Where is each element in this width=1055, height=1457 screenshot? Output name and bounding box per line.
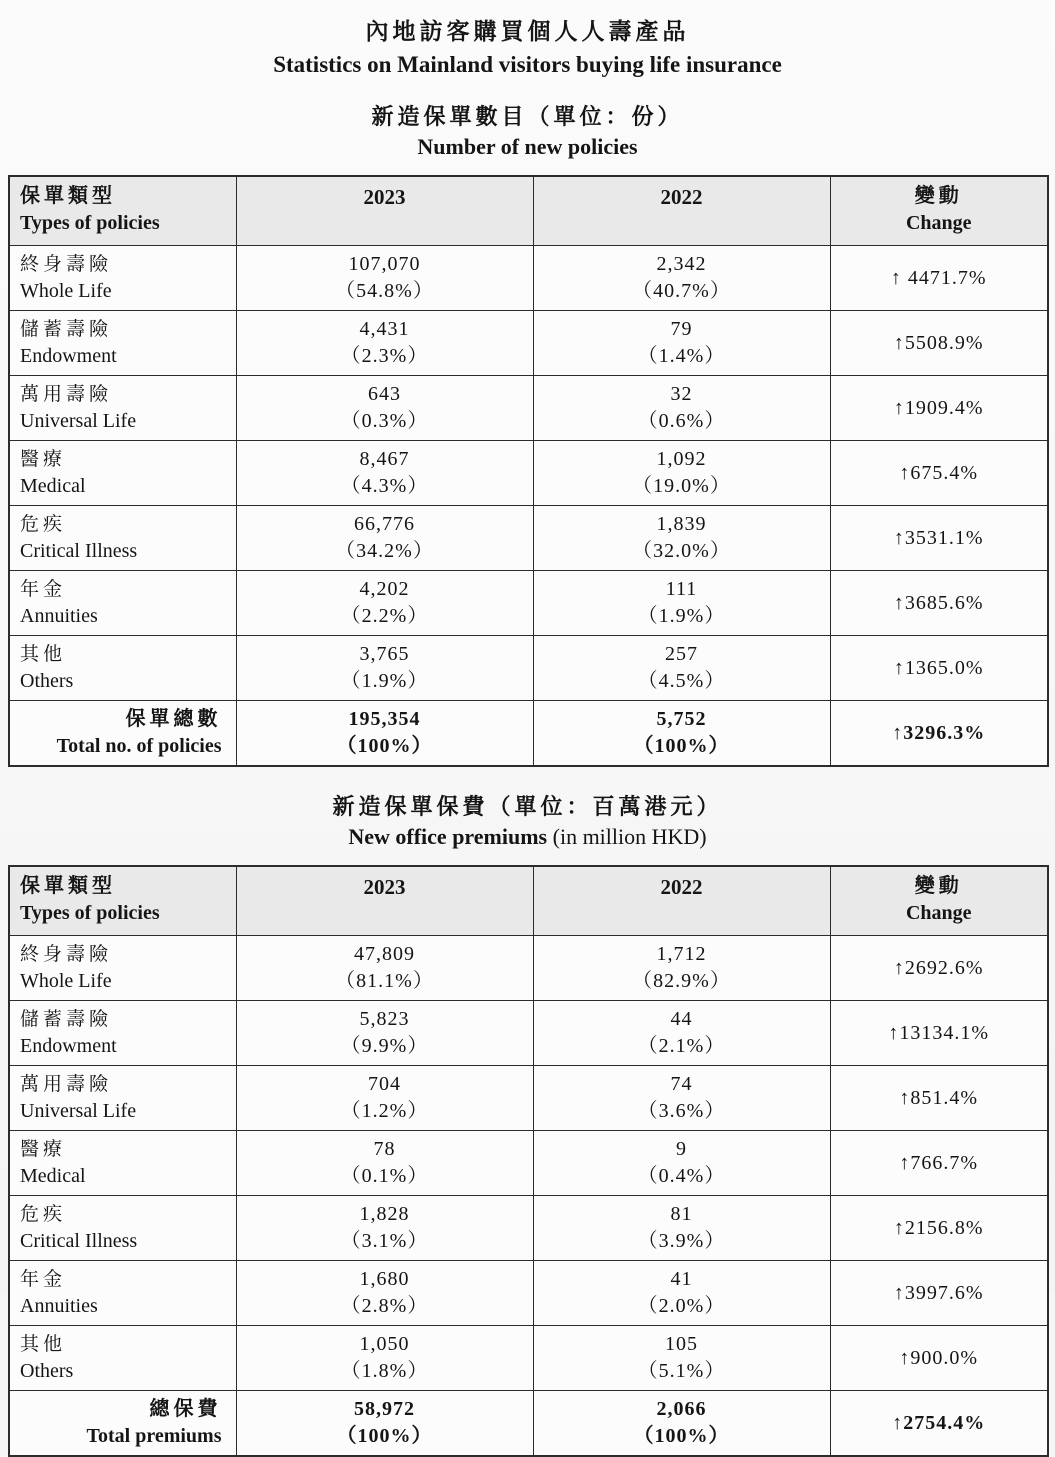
share-2022: （4.5%） [637, 670, 726, 692]
share-2023: （34.2%） [335, 540, 434, 562]
value-2022: 257 [665, 643, 698, 665]
policy-type-en: Others [20, 670, 74, 692]
change-cell: ↑5508.9% [830, 311, 1048, 376]
total-2023-cell [236, 701, 533, 767]
new-premiums-table-body [9, 936, 1048, 1391]
table-row [9, 1326, 1048, 1391]
value-2022-cell [533, 376, 830, 441]
change-cell: ↑1365.0% [830, 636, 1048, 701]
value-2023: 66,776 [354, 513, 415, 535]
value-2023-cell [236, 1001, 533, 1066]
total-2022-share: （100%） [633, 735, 730, 757]
table-row [9, 1261, 1048, 1326]
header-year-2022: 2022 [533, 866, 830, 936]
policy-type-zh: 其他 [20, 1334, 67, 1355]
change-cell: ↑3531.1% [830, 506, 1048, 571]
value-2023: 78 [373, 1138, 396, 1160]
change-cell: ↑13134.1% [830, 1001, 1048, 1066]
section1-subtitle-en-bold: Number of new policies [417, 134, 638, 159]
value-2023: 1,680 [359, 1268, 410, 1290]
value-2023: 107,070 [348, 253, 421, 275]
policy-type-en: Critical Illness [20, 1230, 138, 1252]
share-2023: （3.1%） [340, 1230, 429, 1252]
table-row [9, 376, 1048, 441]
value-2023-cell [236, 571, 533, 636]
header-change-en: Change [905, 902, 972, 924]
value-2022-cell [533, 936, 830, 1001]
total-2022-cell [533, 701, 830, 767]
share-2022: （2.1%） [637, 1035, 726, 1057]
header-types-en: Types of policies [20, 212, 160, 234]
value-2022: 1,839 [656, 513, 707, 535]
value-2023-cell [236, 376, 533, 441]
value-2023-cell [236, 1131, 533, 1196]
header-year-2023: 2023 [236, 866, 533, 936]
value-2022: 105 [665, 1333, 698, 1355]
value-2022-cell [533, 246, 830, 311]
value-2023: 1,050 [359, 1333, 410, 1355]
total-2023-share: （100%） [336, 1425, 433, 1447]
header-change-en: Change [905, 212, 972, 234]
total-row [9, 1391, 1048, 1457]
value-2023-cell [236, 1261, 533, 1326]
value-2022-cell [533, 1196, 830, 1261]
total-label-cell [9, 1391, 236, 1457]
value-2023-cell [236, 1326, 533, 1391]
header-change-zh: 變動 [914, 875, 963, 897]
value-2022: 2,342 [656, 253, 707, 275]
policy-type-cell [9, 1001, 236, 1066]
policy-type-zh: 年金 [20, 579, 67, 600]
table-row [9, 1196, 1048, 1261]
table-row [9, 506, 1048, 571]
value-2022: 111 [665, 578, 698, 600]
policy-type-en: Whole Life [20, 970, 112, 992]
new-policies-table [8, 175, 1049, 767]
share-2022: （0.4%） [637, 1165, 726, 1187]
value-2022: 1,712 [656, 943, 707, 965]
share-2022: （82.9%） [632, 970, 731, 992]
policy-type-zh: 萬用壽險 [20, 1074, 113, 1095]
value-2022: 74 [670, 1073, 693, 1095]
table-row [9, 571, 1048, 636]
policy-type-zh: 醫療 [20, 449, 67, 470]
policy-type-zh: 萬用壽險 [20, 384, 113, 405]
policy-type-en: Medical [20, 1165, 86, 1187]
total-label-en: Total no. of policies [56, 735, 222, 757]
value-2022: 1,092 [656, 448, 707, 470]
new-policies-table-total [9, 701, 1048, 767]
total-2023-share: （100%） [336, 735, 433, 757]
value-2022-cell [533, 506, 830, 571]
section2-subtitle-en-bold: New office premiums [348, 824, 548, 849]
value-2023-cell [236, 1066, 533, 1131]
value-2022-cell [533, 1066, 830, 1131]
share-2022: （1.9%） [637, 605, 726, 627]
policy-type-en: Whole Life [20, 280, 112, 302]
policy-type-zh: 儲蓄壽險 [20, 319, 113, 340]
policy-type-cell [9, 1196, 236, 1261]
value-2023: 4,202 [359, 578, 410, 600]
value-2023-cell [236, 246, 533, 311]
share-2023: （2.2%） [340, 605, 429, 627]
section1-subtitle-zh: 新造保單數目（單位：份） [371, 104, 684, 129]
value-2023-cell [236, 936, 533, 1001]
policy-type-zh: 終身壽險 [20, 944, 113, 965]
policy-type-zh: 其他 [20, 644, 67, 665]
policy-type-cell [9, 571, 236, 636]
policy-type-zh: 醫療 [20, 1139, 67, 1160]
table-row [9, 636, 1048, 701]
section2-subtitle-zh: 新造保單保費（單位：百萬港元） [332, 794, 723, 819]
value-2023-cell [236, 441, 533, 506]
total-2022-value: 5,752 [656, 708, 707, 730]
value-2023: 1,828 [359, 1203, 410, 1225]
header-types-of-policies [9, 866, 236, 936]
table-row [9, 246, 1048, 311]
change-cell: ↑2692.6% [830, 936, 1048, 1001]
share-2023: （81.1%） [335, 970, 434, 992]
value-2022-cell [533, 1261, 830, 1326]
policy-type-en: Endowment [20, 345, 117, 367]
total-2023-value: 195,354 [348, 708, 421, 730]
header-types-zh: 保單類型 [20, 185, 116, 207]
header-types-zh: 保單類型 [20, 875, 116, 897]
section2-subtitle-en-suffix: (in million HKD) [547, 824, 707, 849]
total-change-cell: ↑2754.4% [830, 1391, 1048, 1457]
policy-type-en: Medical [20, 475, 86, 497]
policy-type-zh: 危疾 [20, 514, 67, 535]
policy-type-zh: 年金 [20, 1269, 67, 1290]
new-premiums-table-header [9, 866, 1048, 936]
value-2022: 9 [676, 1138, 687, 1160]
share-2023: （2.8%） [340, 1295, 429, 1317]
share-2022: （0.6%） [637, 410, 726, 432]
table-row [9, 1131, 1048, 1196]
value-2022-cell [533, 1001, 830, 1066]
value-2023-cell [236, 1196, 533, 1261]
share-2023: （2.3%） [340, 345, 429, 367]
total-change-cell: ↑3296.3% [830, 701, 1048, 767]
change-cell: ↑851.4% [830, 1066, 1048, 1131]
header-types-of-policies [9, 176, 236, 246]
value-2023: 47,809 [354, 943, 415, 965]
header-row [9, 176, 1048, 246]
value-2023: 643 [368, 383, 401, 405]
share-2022: （3.9%） [637, 1230, 726, 1252]
document-title-en: Statistics on Mainland visitors buying life insurance [273, 52, 782, 77]
share-2023: （9.9%） [340, 1035, 429, 1057]
policy-type-cell [9, 506, 236, 571]
value-2023-cell [236, 636, 533, 701]
policy-type-en: Critical Illness [20, 540, 138, 562]
value-2022: 44 [670, 1008, 693, 1030]
value-2023-cell [236, 311, 533, 376]
share-2023: （1.9%） [340, 670, 429, 692]
total-2023-cell [236, 1391, 533, 1457]
table-row [9, 1066, 1048, 1131]
policy-type-en: Annuities [20, 605, 98, 627]
new-premiums-table-total [9, 1391, 1048, 1457]
change-cell: ↑1909.4% [830, 376, 1048, 441]
policy-type-cell [9, 936, 236, 1001]
policy-type-cell [9, 311, 236, 376]
value-2022-cell [533, 311, 830, 376]
policy-type-cell [9, 1066, 236, 1131]
share-2023: （54.8%） [335, 280, 434, 302]
value-2022-cell [533, 636, 830, 701]
value-2023: 4,431 [359, 318, 410, 340]
policy-type-cell [9, 1261, 236, 1326]
share-2023: （1.8%） [340, 1360, 429, 1382]
value-2023: 3,765 [359, 643, 410, 665]
total-label-zh: 保單總數 [125, 708, 222, 730]
share-2022: （19.0%） [632, 475, 731, 497]
share-2023: （4.3%） [340, 475, 429, 497]
header-row [9, 866, 1048, 936]
policy-type-cell [9, 441, 236, 506]
value-2023: 704 [368, 1073, 401, 1095]
share-2022: （1.4%） [637, 345, 726, 367]
policy-type-cell [9, 1326, 236, 1391]
new-policies-table-body [9, 246, 1048, 701]
value-2022: 41 [670, 1268, 693, 1290]
change-cell: ↑675.4% [830, 441, 1048, 506]
table-row [9, 441, 1048, 506]
value-2022: 32 [670, 383, 693, 405]
header-year-2022: 2022 [533, 176, 830, 246]
table-row [9, 936, 1048, 1001]
table-row [9, 311, 1048, 376]
total-label-cell [9, 701, 236, 767]
value-2023-cell [236, 506, 533, 571]
change-cell: ↑3685.6% [830, 571, 1048, 636]
share-2022: （3.6%） [637, 1100, 726, 1122]
share-2022: （2.0%） [637, 1295, 726, 1317]
value-2023: 8,467 [359, 448, 410, 470]
header-year-2023: 2023 [236, 176, 533, 246]
total-row [9, 701, 1048, 767]
total-label-en: Total premiums [86, 1425, 222, 1447]
policy-type-en: Others [20, 1360, 74, 1382]
header-change-zh: 變動 [914, 185, 963, 207]
change-cell: ↑3997.6% [830, 1261, 1048, 1326]
total-label-zh: 總保費 [149, 1398, 222, 1420]
policy-type-en: Endowment [20, 1035, 117, 1057]
value-2023: 5,823 [359, 1008, 410, 1030]
change-cell: ↑ 4471.7% [830, 246, 1048, 311]
policy-type-zh: 終身壽險 [20, 254, 113, 275]
change-cell: ↑766.7% [830, 1131, 1048, 1196]
share-2023: （0.3%） [340, 410, 429, 432]
value-2022-cell [533, 571, 830, 636]
total-2022-value: 2,066 [656, 1398, 707, 1420]
header-types-en: Types of policies [20, 902, 160, 924]
share-2023: （1.2%） [340, 1100, 429, 1122]
policy-type-cell [9, 636, 236, 701]
new-premiums-table [8, 865, 1049, 1457]
share-2023: （0.1%） [340, 1165, 429, 1187]
value-2022-cell [533, 441, 830, 506]
change-cell: ↑2156.8% [830, 1196, 1048, 1261]
header-change [830, 176, 1048, 246]
header-change [830, 866, 1048, 936]
share-2022: （32.0%） [632, 540, 731, 562]
table-row [9, 1001, 1048, 1066]
policy-type-cell [9, 1131, 236, 1196]
share-2022: （40.7%） [632, 280, 731, 302]
document-title-zh: 內地訪客購買個人人壽產品 [365, 19, 690, 44]
new-policies-table-header [9, 176, 1048, 246]
section1-subtitle-en [8, 132, 1047, 162]
policy-type-en: Universal Life [20, 1100, 137, 1122]
policy-type-zh: 儲蓄壽險 [20, 1009, 113, 1030]
share-2022: （5.1%） [637, 1360, 726, 1382]
policy-type-zh: 危疾 [20, 1204, 67, 1225]
total-2022-cell [533, 1391, 830, 1457]
section2-subtitle-en [8, 822, 1047, 852]
policy-type-cell [9, 246, 236, 311]
value-2022: 81 [670, 1203, 693, 1225]
policy-type-en: Annuities [20, 1295, 98, 1317]
value-2022-cell [533, 1326, 830, 1391]
value-2022: 79 [670, 318, 693, 340]
total-2022-share: （100%） [633, 1425, 730, 1447]
policy-type-en: Universal Life [20, 410, 137, 432]
total-2023-value: 58,972 [354, 1398, 415, 1420]
change-cell: ↑900.0% [830, 1326, 1048, 1391]
value-2022-cell [533, 1131, 830, 1196]
policy-type-cell [9, 376, 236, 441]
